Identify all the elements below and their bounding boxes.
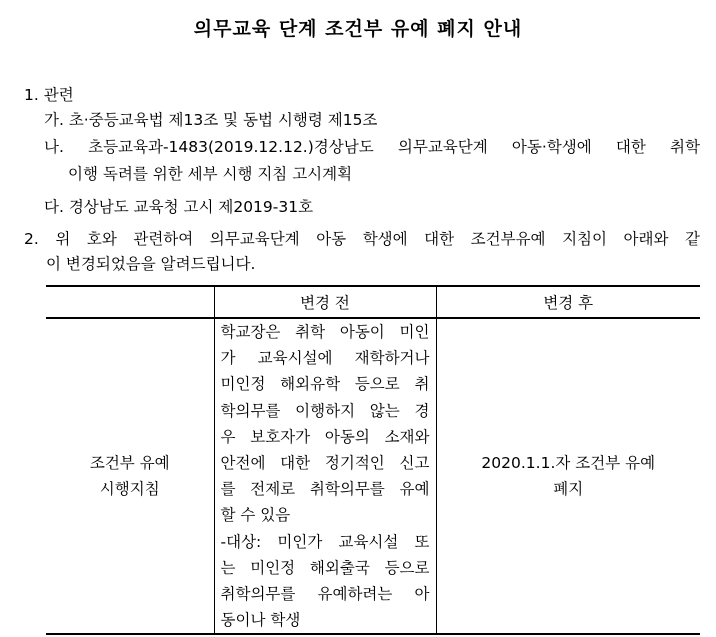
section-1-heading: 1. 관련: [24, 86, 74, 104]
row-label-line: 조건부 유예: [89, 454, 170, 473]
before-line: 동이나 학생: [220, 611, 301, 630]
before-line: 가 교육시설에 재학하거나: [220, 349, 430, 368]
reference-item-a: 가. 초·중등교육법 제13조 및 동법 시행령 제15조: [44, 111, 378, 129]
row-label-line: 시행지침: [99, 480, 160, 499]
before-line: 를 전제로 취학의무를 유예: [220, 480, 430, 499]
page-title: 의무교육 단계 조건부 유예 폐지 안내: [193, 18, 523, 40]
before-cell: [214, 318, 436, 634]
reference-item-b-continued: 이행 독려를 위한 세부 시행 지침 고시계획: [68, 165, 353, 183]
after-line: 폐지: [553, 480, 584, 499]
before-line: 할 수 있음: [220, 506, 291, 525]
reference-item-b: 나. 초등교육과-1483(2019.12.12.)경상남도 의무교육단계 아동·학생에 대한 취학: [44, 138, 700, 156]
header-after: 변경 후: [436, 286, 700, 318]
section-2-text: 2. 위 호와 관련하여 의무교육단계 아동 학생에 대한 조건부유예 지침이 아래와 같: [24, 230, 700, 248]
before-line: 안전에 대한 정기적인 신고: [220, 454, 430, 473]
before-line: 취학의무를 유예하려는 아: [220, 585, 430, 604]
table-row: [46, 318, 700, 634]
before-line: 학의무를 이행하지 않는 경: [220, 401, 430, 420]
before-line: 는 미인정 해외출국 등으로: [220, 558, 430, 577]
header-before: 변경 전: [214, 286, 436, 318]
before-line: 학교장은 취학 아동이 미인: [220, 323, 430, 341]
before-line: 미인정 해외유학 등으로 취: [220, 375, 430, 394]
change-table: [46, 285, 700, 635]
after-cell: [436, 318, 700, 634]
row-label: [46, 318, 214, 634]
header-empty: [46, 286, 214, 318]
reference-item-c: 다. 경상남도 교육청 고시 제2019-31호: [44, 198, 314, 216]
before-line: 우 보호자가 아동의 소재와: [220, 427, 430, 446]
section-2-text-continued: 이 변경되었음을 알려드립니다.: [46, 255, 256, 273]
after-line: 2020.1.1.자 조건부 유예: [481, 454, 656, 473]
before-line: -대상: 미인가 교육시설 또: [220, 532, 430, 551]
table-header-row: [46, 286, 700, 318]
